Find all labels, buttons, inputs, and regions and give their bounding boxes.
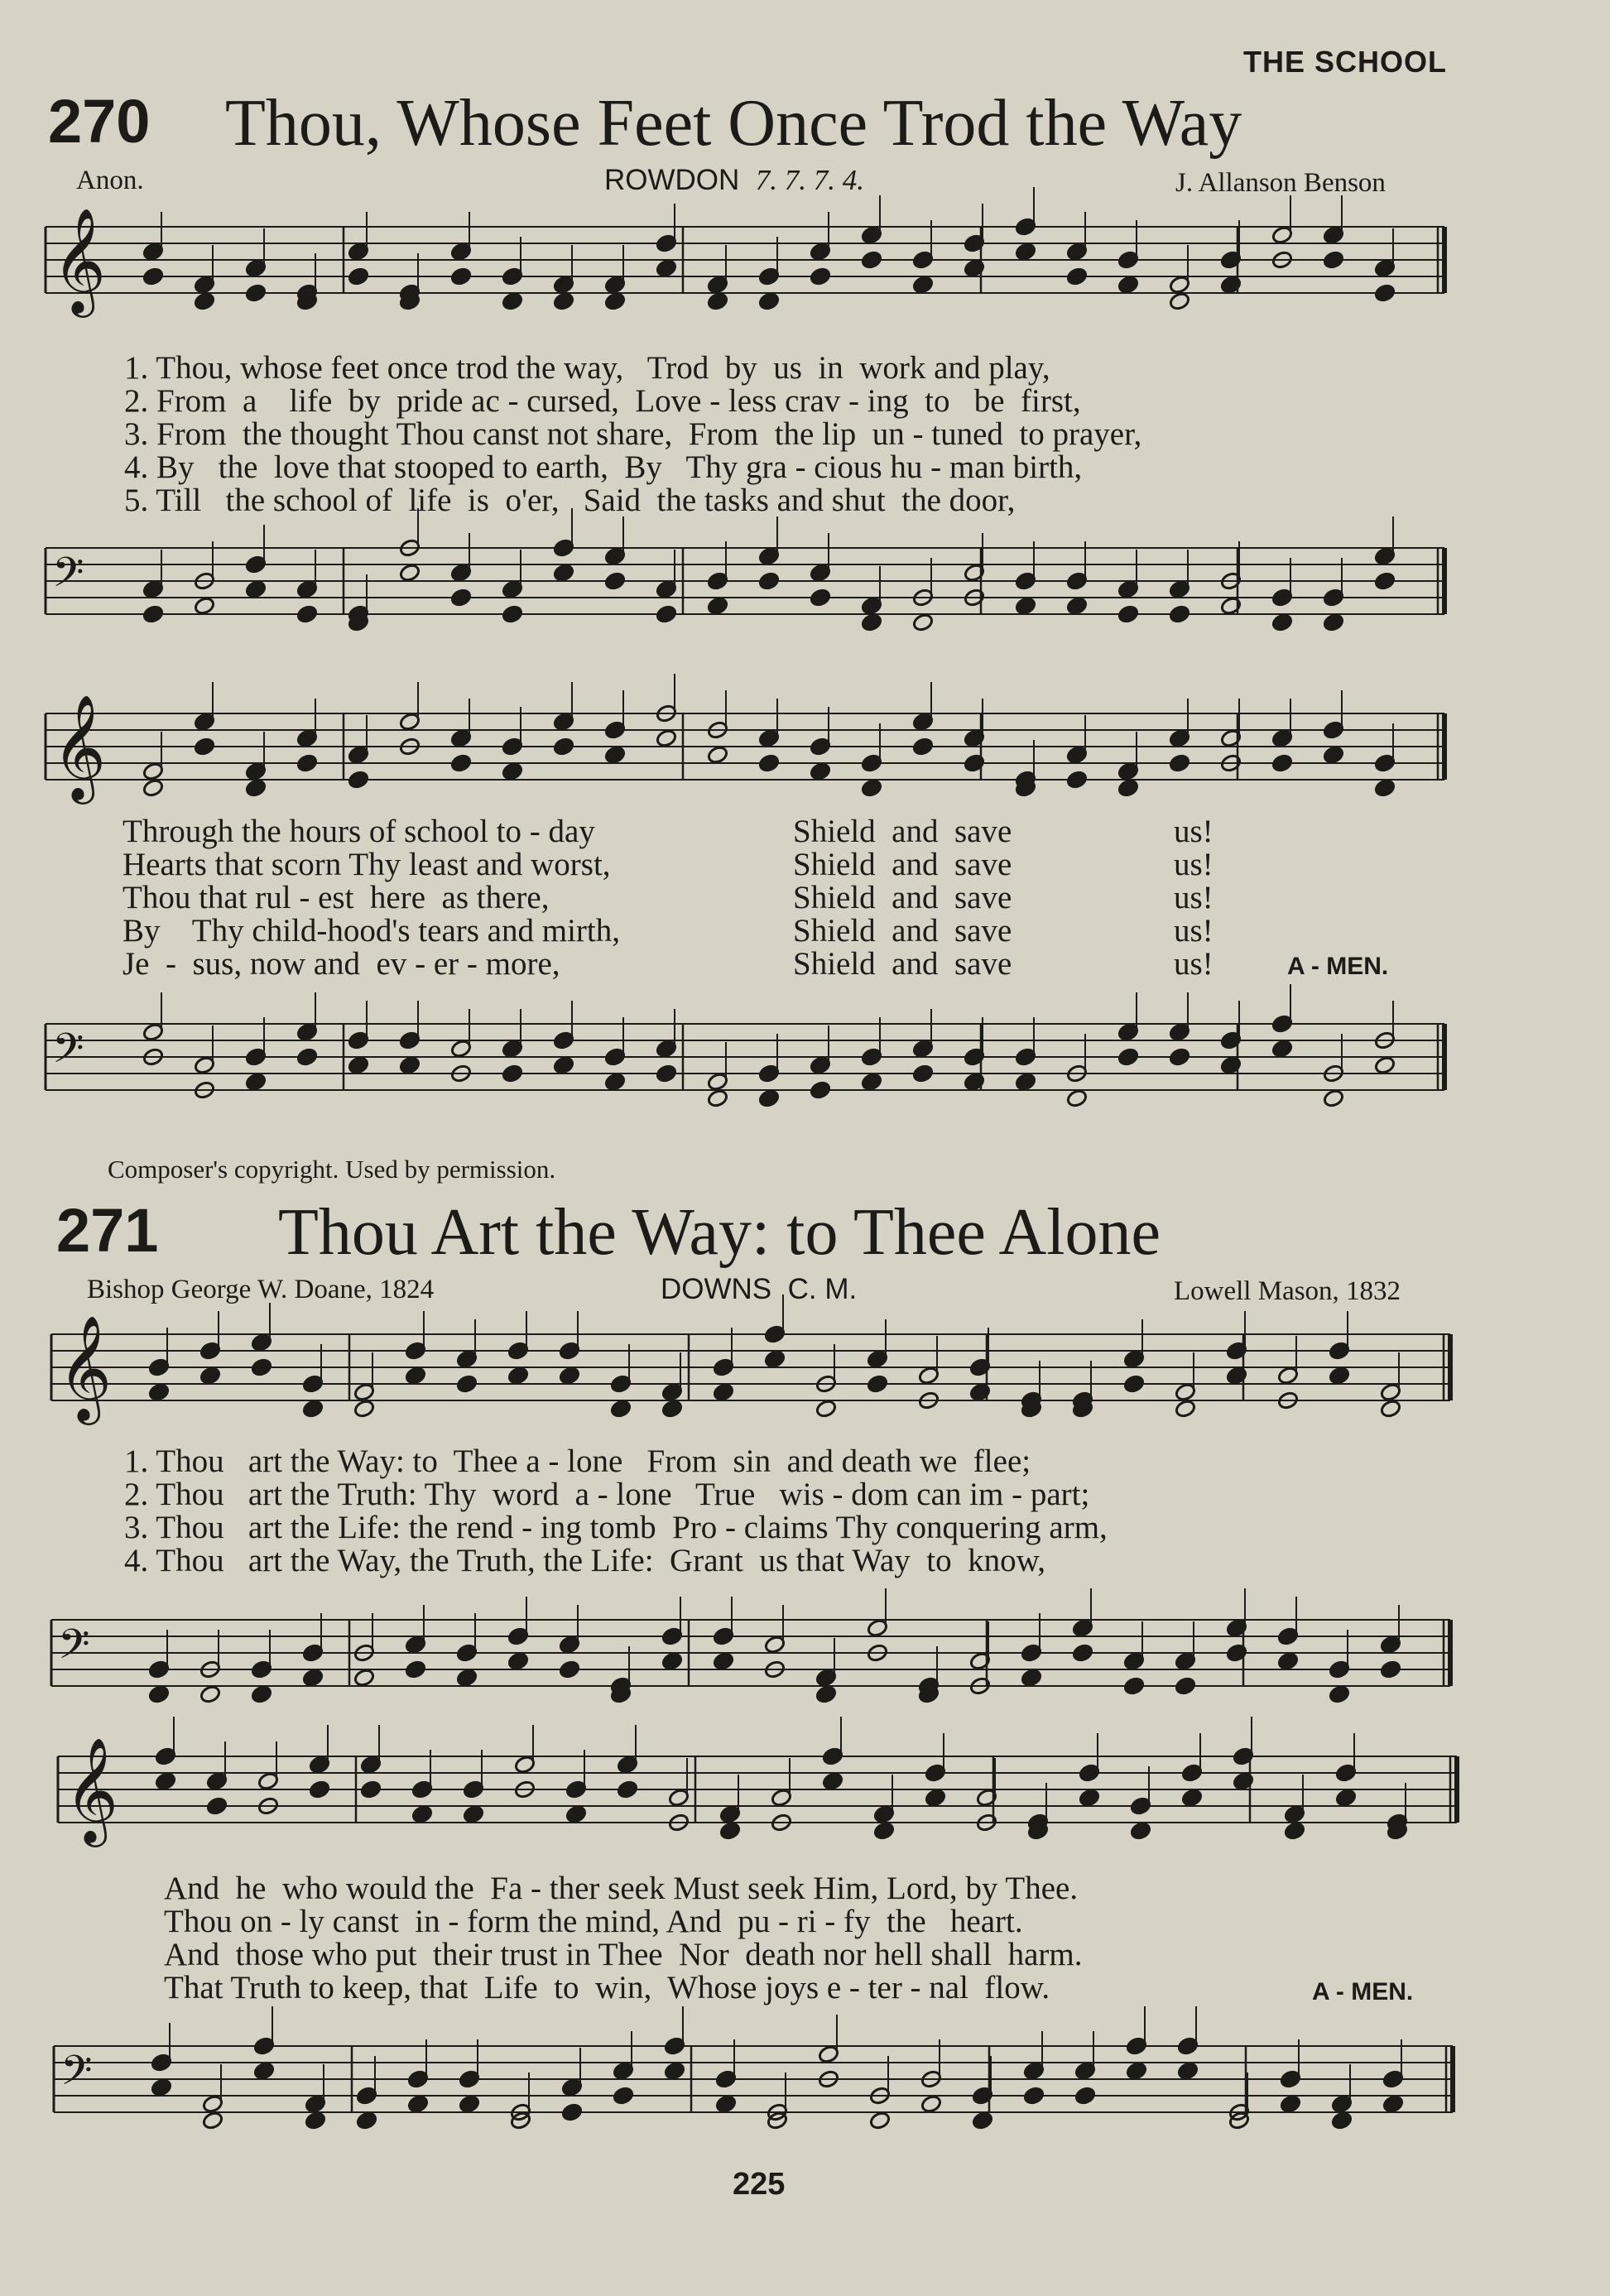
tune-title: DOWNS — [661, 1273, 772, 1305]
notehead — [861, 1072, 883, 1092]
notehead — [1329, 1684, 1351, 1704]
notehead — [206, 1796, 228, 1816]
refrain-line: us! — [1174, 880, 1214, 915]
notehead — [912, 1064, 935, 1083]
notehead — [713, 1651, 735, 1671]
refrain-end-block — [1174, 815, 1214, 981]
notehead — [713, 1382, 735, 1402]
notehead — [810, 1080, 832, 1100]
notehead — [810, 761, 832, 781]
verse-line: 2. From a life by pride ac - cursed, Love - less crav - ing to be first, — [124, 383, 1081, 419]
notehead — [348, 267, 370, 286]
verse-line: 3. From the thought Thou canst not share, From the lip un - tuned to prayer, — [124, 416, 1142, 452]
notehead — [142, 778, 165, 798]
copyright-note: Composer's copyright. Used by permission. — [108, 1155, 556, 1184]
notehead — [1130, 1821, 1152, 1841]
notehead — [925, 1788, 947, 1808]
notehead — [502, 291, 524, 311]
notehead — [873, 1821, 896, 1841]
notehead — [1374, 778, 1396, 798]
amen-label: A - MEN. — [1287, 953, 1389, 980]
notehead — [656, 728, 678, 748]
notehead — [360, 1780, 382, 1799]
notehead — [194, 596, 216, 616]
tune-name — [604, 164, 864, 197]
notehead — [194, 737, 216, 757]
author-credit: Anon. — [76, 166, 144, 195]
notehead — [1126, 2061, 1148, 2081]
notehead — [245, 579, 267, 599]
notehead — [1380, 1660, 1402, 1679]
notehead — [1226, 1366, 1248, 1386]
notehead — [553, 291, 575, 311]
notehead — [764, 1349, 786, 1369]
notehead — [199, 1366, 222, 1386]
notehead — [1023, 2086, 1045, 2106]
notehead — [202, 2111, 224, 2130]
verse-line: Hearts that scorn Thy least and worst, — [123, 847, 611, 882]
notehead — [1066, 770, 1089, 790]
svg-text:𝄢: 𝄢 — [58, 1621, 90, 1679]
notehead — [450, 267, 473, 286]
notehead — [245, 283, 267, 303]
notehead — [142, 604, 165, 624]
verse-line: 1. Thou, whose feet once trod the way, Trod by us in work and play, — [124, 350, 1050, 386]
notehead — [1335, 1788, 1358, 1808]
notehead — [561, 2102, 584, 2122]
notehead — [707, 291, 729, 311]
notehead — [912, 275, 935, 295]
notehead — [1123, 1676, 1146, 1696]
notehead — [456, 1668, 478, 1688]
notehead — [707, 1088, 729, 1108]
notehead — [815, 1399, 838, 1419]
notehead — [661, 1399, 684, 1419]
notehead — [758, 571, 781, 591]
notehead — [861, 612, 883, 632]
svg-text:𝄢: 𝄢 — [60, 2047, 93, 2105]
notehead — [456, 1374, 478, 1394]
notehead — [656, 1064, 678, 1083]
notehead — [1220, 275, 1242, 295]
verses-block — [123, 815, 620, 981]
refrain-line: Shield and save — [793, 847, 1012, 882]
notehead — [194, 291, 216, 311]
notehead — [1117, 778, 1140, 798]
refrain-line: Shield and save — [793, 880, 1012, 915]
notehead — [613, 2086, 635, 2106]
verse-line: 4. By the love that stooped to earth, By Thy gra - cious hu - man birth, — [124, 449, 1083, 485]
notehead — [1280, 2094, 1302, 2114]
music-staff-treble — [58, 1736, 1465, 1846]
verse-line: By Thy child-hood's tears and mirth, — [123, 913, 620, 949]
notehead — [199, 1684, 222, 1704]
notehead — [1181, 1788, 1204, 1808]
notehead — [309, 1780, 331, 1799]
notehead — [155, 1771, 177, 1791]
notehead — [502, 761, 524, 781]
tune-title: ROWDON — [604, 164, 740, 196]
notehead — [1066, 596, 1089, 616]
notehead — [507, 1651, 530, 1671]
notehead — [1123, 1374, 1146, 1394]
notehead — [507, 1366, 530, 1386]
notehead — [296, 604, 319, 624]
verse-line: Through the hours of school to - day — [123, 814, 595, 849]
notehead — [815, 1684, 838, 1704]
notehead — [1226, 1643, 1248, 1663]
notehead — [861, 250, 883, 270]
notehead — [1177, 2061, 1199, 2081]
notehead — [459, 2094, 481, 2114]
music-staff-bass — [46, 538, 1453, 637]
amen-label: A - MEN. — [1312, 1978, 1414, 2005]
notehead — [1374, 1055, 1396, 1075]
refrain-line: Shield and save — [793, 946, 1012, 982]
notehead — [1382, 2094, 1405, 2114]
notehead — [758, 753, 781, 773]
notehead — [1233, 1771, 1255, 1791]
verses-block — [124, 352, 1141, 517]
notehead — [661, 1651, 684, 1671]
notehead — [142, 267, 165, 286]
notehead — [302, 1668, 324, 1688]
verse-line: Je - sus, now and ev - er - more, — [123, 946, 560, 982]
refrain-line: us! — [1174, 847, 1214, 882]
music-staff-treble — [46, 207, 1453, 316]
notehead — [305, 2111, 327, 2130]
notehead — [1117, 604, 1140, 624]
notehead — [912, 737, 935, 757]
notehead — [411, 1804, 434, 1824]
verse-line: And he who would the Fa - ther seek Must seek Him, Lord, by Thee. — [164, 1871, 1079, 1906]
verse-line: And those who put their trust in Thee Nor death nor hell shall harm. — [164, 1937, 1083, 1972]
refrain-line: Shield and save — [793, 913, 1012, 949]
verse-line: Thou on - ly canst in - form the mind, And pu - ri - fy the heart. — [164, 1904, 1023, 1939]
verse-line: 2. Thou art the Truth: Thy word a - lone True wis - dom can im - part; — [124, 1477, 1090, 1512]
notehead — [1329, 1366, 1351, 1386]
notehead — [553, 737, 575, 757]
notehead — [253, 2061, 276, 2081]
notehead — [245, 778, 267, 798]
notehead — [251, 1684, 273, 1704]
svg-text:𝄞: 𝄞 — [52, 694, 107, 800]
notehead — [559, 1366, 581, 1386]
tune-meter: C. M. — [787, 1273, 858, 1305]
notehead — [1323, 745, 1345, 765]
notehead — [822, 1771, 844, 1791]
notehead — [1074, 2086, 1097, 2106]
section-header: THE SCHOOL — [1242, 45, 1447, 79]
notehead — [604, 571, 627, 591]
notehead — [356, 2111, 378, 2130]
notehead — [1323, 612, 1345, 632]
svg-text:𝄞: 𝄞 — [58, 1314, 113, 1420]
music-staff-bass — [51, 1610, 1459, 1709]
notehead — [1066, 267, 1089, 286]
notehead — [502, 1064, 524, 1083]
notehead — [972, 2111, 994, 2130]
notehead — [148, 1382, 171, 1402]
notehead — [1380, 1399, 1402, 1419]
verse-line: 5. Till the school of life is o'er, Said the tasks and shut the door, — [124, 483, 1016, 518]
svg-text:𝄢: 𝄢 — [52, 549, 84, 607]
notehead — [251, 1357, 273, 1377]
notehead — [1169, 604, 1191, 624]
notehead — [296, 1047, 319, 1067]
notehead — [399, 563, 421, 583]
verses-block — [124, 1445, 1108, 1578]
notehead — [867, 1374, 889, 1394]
notehead — [810, 588, 832, 608]
notehead — [245, 1072, 267, 1092]
notehead — [559, 1660, 581, 1679]
notehead — [353, 1668, 376, 1688]
notehead — [1220, 596, 1242, 616]
notehead — [664, 2061, 686, 2081]
notehead — [553, 563, 575, 583]
notehead — [758, 1088, 781, 1108]
notehead — [405, 1366, 427, 1386]
notehead — [1271, 1039, 1294, 1059]
composer-credit: Lowell Mason, 1832 — [1174, 1276, 1401, 1306]
notehead — [707, 745, 729, 765]
notehead — [1271, 753, 1294, 773]
notehead — [1323, 1088, 1345, 1108]
verse-line: Thou that rul - est here as there, — [123, 880, 550, 915]
svg-text:𝄢: 𝄢 — [52, 1025, 84, 1083]
notehead — [1169, 1047, 1191, 1067]
music-staff-treble — [51, 1314, 1459, 1424]
composer-credit: J. Allanson Benson — [1175, 168, 1386, 198]
refrain-line: us! — [1174, 814, 1214, 849]
hymn-title: Thou, Whose Feet Once Trod the Way — [225, 87, 1242, 160]
notehead — [719, 1821, 742, 1841]
notehead — [1284, 1821, 1306, 1841]
verses-block — [164, 1872, 1082, 2005]
refrain-block — [793, 815, 1012, 981]
music-staff-bass — [46, 1014, 1453, 1113]
notehead — [715, 2094, 738, 2114]
verse-line: 1. Thou art the Way: to Thee a - lone From sin and death we flee; — [124, 1443, 1031, 1479]
hymn-number: 271 — [56, 1196, 159, 1265]
tune-meter: 7. 7. 7. 4. — [755, 164, 865, 196]
notehead — [1015, 242, 1037, 262]
notehead — [148, 1684, 171, 1704]
notehead — [151, 2077, 173, 2097]
notehead — [450, 753, 473, 773]
notehead — [1169, 753, 1191, 773]
notehead — [450, 588, 473, 608]
notehead — [964, 1072, 986, 1092]
notehead — [707, 596, 729, 616]
notehead — [912, 612, 935, 632]
notehead — [869, 2111, 892, 2130]
notehead — [758, 291, 781, 311]
notehead — [861, 778, 883, 798]
notehead — [1374, 571, 1396, 591]
notehead — [1175, 1676, 1197, 1696]
svg-text:𝄞: 𝄞 — [52, 207, 107, 313]
verse-line: 3. Thou art the Life: the rend - ing tomb Pro - claims Thy conquering arm, — [124, 1510, 1108, 1545]
author-credit: Bishop George W. Doane, 1824 — [87, 1275, 435, 1304]
notehead — [920, 2094, 943, 2114]
notehead — [1271, 612, 1294, 632]
notehead — [1015, 596, 1037, 616]
notehead — [964, 258, 986, 278]
notehead — [964, 753, 986, 773]
notehead — [604, 291, 627, 311]
refrain-line: us! — [1174, 946, 1214, 982]
notehead — [1374, 283, 1396, 303]
notehead — [1021, 1668, 1043, 1688]
hymn-title: Thou Art the Way: to Thee Alone — [278, 1196, 1161, 1269]
notehead — [405, 1660, 427, 1679]
notehead — [604, 745, 627, 765]
notehead — [1277, 1651, 1300, 1671]
verse-line: That Truth to keep, that Life to win, Whose joys e - ter - nal flow. — [164, 1970, 1050, 2005]
notehead — [1169, 291, 1191, 311]
notehead — [656, 258, 678, 278]
notehead — [604, 1072, 627, 1092]
notehead — [399, 1055, 421, 1075]
notehead — [617, 1780, 639, 1799]
notehead — [502, 604, 524, 624]
tune-name — [661, 1273, 857, 1306]
notehead — [969, 1382, 992, 1402]
notehead — [1323, 250, 1345, 270]
notehead — [1220, 1055, 1242, 1075]
music-staff-bass — [54, 2036, 1461, 2135]
notehead — [1175, 1399, 1197, 1419]
notehead — [463, 1804, 485, 1824]
verse-line: 4. Thou art the Way, the Truth, the Life: Grant us that Way to know, — [124, 1543, 1046, 1578]
refrain-line: us! — [1174, 913, 1214, 949]
notehead — [656, 604, 678, 624]
refrain-line: Shield and save — [793, 814, 1012, 849]
notehead — [407, 2094, 430, 2114]
page-number: 225 — [733, 2167, 786, 2202]
music-staff-treble — [46, 694, 1453, 803]
notehead — [1079, 1788, 1101, 1808]
notehead — [810, 267, 832, 286]
notehead — [553, 1055, 575, 1075]
notehead — [302, 1399, 324, 1419]
notehead — [1072, 1643, 1094, 1663]
notehead — [1331, 2111, 1353, 2130]
notehead — [1117, 275, 1140, 295]
hymn-number: 270 — [48, 87, 151, 156]
notehead — [1066, 1088, 1089, 1108]
notehead — [296, 753, 319, 773]
svg-text:𝄞: 𝄞 — [65, 1736, 119, 1842]
notehead — [348, 770, 370, 790]
notehead — [1015, 1072, 1037, 1092]
notehead — [348, 1055, 370, 1075]
notehead — [565, 1804, 588, 1824]
notehead — [1117, 1047, 1140, 1067]
notehead — [610, 1399, 632, 1419]
notehead — [353, 1399, 376, 1419]
